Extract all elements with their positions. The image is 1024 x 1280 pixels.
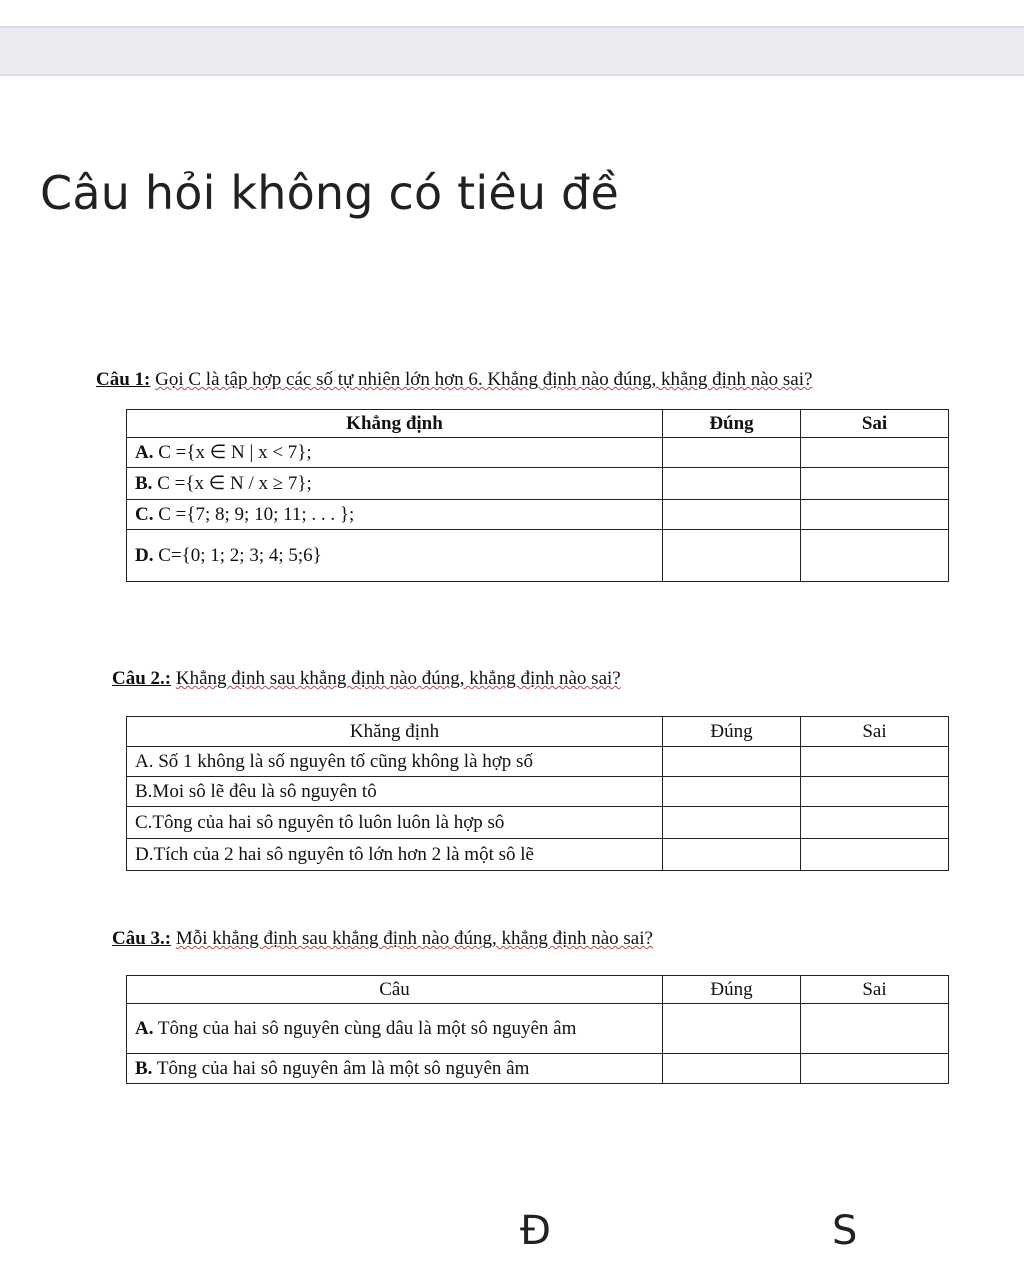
question-3-title [112, 928, 653, 950]
header-statement: Khăng định [127, 717, 663, 747]
statement-cell [127, 500, 663, 530]
page-title: Câu hỏi không có tiêu đề [40, 166, 619, 220]
question-1-table [126, 409, 949, 582]
table-row [127, 747, 949, 777]
header-true: Đúng [663, 717, 801, 747]
false-cell[interactable] [801, 747, 949, 777]
question-1-title [96, 369, 812, 391]
answer-option-s[interactable]: S [832, 1208, 858, 1254]
row-text: C={0; 1; 2; 3; 4; 5;6} [158, 544, 322, 566]
header-false: Sai [801, 976, 949, 1004]
question-1-label: Câu 1: [96, 369, 151, 390]
header-true: Đúng [663, 410, 801, 438]
true-cell[interactable] [663, 500, 801, 530]
true-cell[interactable] [663, 1054, 801, 1084]
table-header-row [127, 410, 949, 438]
header-statement: Câu [127, 976, 663, 1004]
row-text: Tông của hai sô nguyên âm là một sô nguyên âm [156, 1057, 530, 1079]
table-header-row [127, 976, 949, 1004]
true-cell[interactable] [663, 777, 801, 807]
row-label: C. [135, 503, 154, 525]
row-text: Tông của hai sô nguyên cùng dâu là một sô nguyên âm [157, 1017, 577, 1039]
table-row [127, 807, 949, 839]
true-cell[interactable] [663, 807, 801, 839]
question-3-table [126, 975, 949, 1084]
false-cell[interactable] [801, 530, 949, 582]
question-2-label: Câu 2.: [112, 668, 172, 689]
row-label: B. [135, 473, 153, 494]
table-row [127, 468, 949, 500]
statement-cell: C.Tông của hai sô nguyên tô luôn luôn là hợp sô [127, 807, 663, 839]
false-cell[interactable] [801, 468, 949, 500]
table-row [127, 1054, 949, 1084]
row-label: D. [135, 544, 154, 566]
question-1-text: Gọi C là tập hợp các số tự nhiên lớn hơn 6. Khẳng định nào đúng, khẳng định nào sai? [155, 369, 813, 390]
question-3-label: Câu 3.: [112, 928, 172, 949]
question-2-title [112, 668, 621, 690]
header-statement: Khẳng định [127, 410, 663, 438]
row-text: C ={7; 8; 9; 10; 11; . . . }; [158, 503, 355, 525]
true-cell[interactable] [663, 747, 801, 777]
false-cell[interactable] [801, 500, 949, 530]
statement-cell [127, 1054, 663, 1084]
true-cell[interactable] [663, 438, 801, 468]
question-3-text: Mỗi khẳng định sau khẳng định nào đúng, khẳng định nào sai? [175, 928, 653, 949]
statement-cell: A. Số 1 không là số nguyên tố cũng không là hợp số [127, 747, 663, 777]
answer-option-d[interactable]: Đ [520, 1208, 551, 1254]
top-header-band [0, 26, 1024, 76]
false-cell[interactable] [801, 1054, 949, 1084]
table-row [127, 438, 949, 468]
table-row [127, 530, 949, 582]
row-label: A. [135, 1017, 154, 1039]
false-cell[interactable] [801, 438, 949, 468]
table-row [127, 777, 949, 807]
statement-cell [127, 438, 663, 468]
table-row [127, 1004, 949, 1054]
row-text: C ={x ∈ N / x ≥ 7}; [157, 473, 312, 494]
table-header-row [127, 717, 949, 747]
true-cell[interactable] [663, 1004, 801, 1054]
row-label: A. [135, 442, 154, 463]
table-row [127, 500, 949, 530]
row-text: C ={x ∈ N | x < 7}; [158, 442, 312, 463]
question-2-text: Khẳng định sau khẳng định nào đúng, khẳng định nào sai? [175, 668, 621, 689]
true-cell[interactable] [663, 468, 801, 500]
false-cell[interactable] [801, 777, 949, 807]
false-cell[interactable] [801, 807, 949, 839]
header-true: Đúng [663, 976, 801, 1004]
header-false: Sai [801, 410, 949, 438]
false-cell[interactable] [801, 839, 949, 871]
row-label: B. [135, 1057, 153, 1079]
true-cell[interactable] [663, 839, 801, 871]
question-2-table [126, 716, 949, 871]
statement-cell [127, 1004, 663, 1054]
statement-cell [127, 468, 663, 500]
table-row [127, 839, 949, 871]
false-cell[interactable] [801, 1004, 949, 1054]
statement-cell: D.Tích của 2 hai sô nguyên tô lớn hơn 2 là một sô lẽ [127, 839, 663, 871]
header-false: Sai [801, 717, 949, 747]
statement-cell: B.Moi sô lẽ đêu là sô nguyên tô [127, 777, 663, 807]
statement-cell [127, 530, 663, 582]
true-cell[interactable] [663, 530, 801, 582]
